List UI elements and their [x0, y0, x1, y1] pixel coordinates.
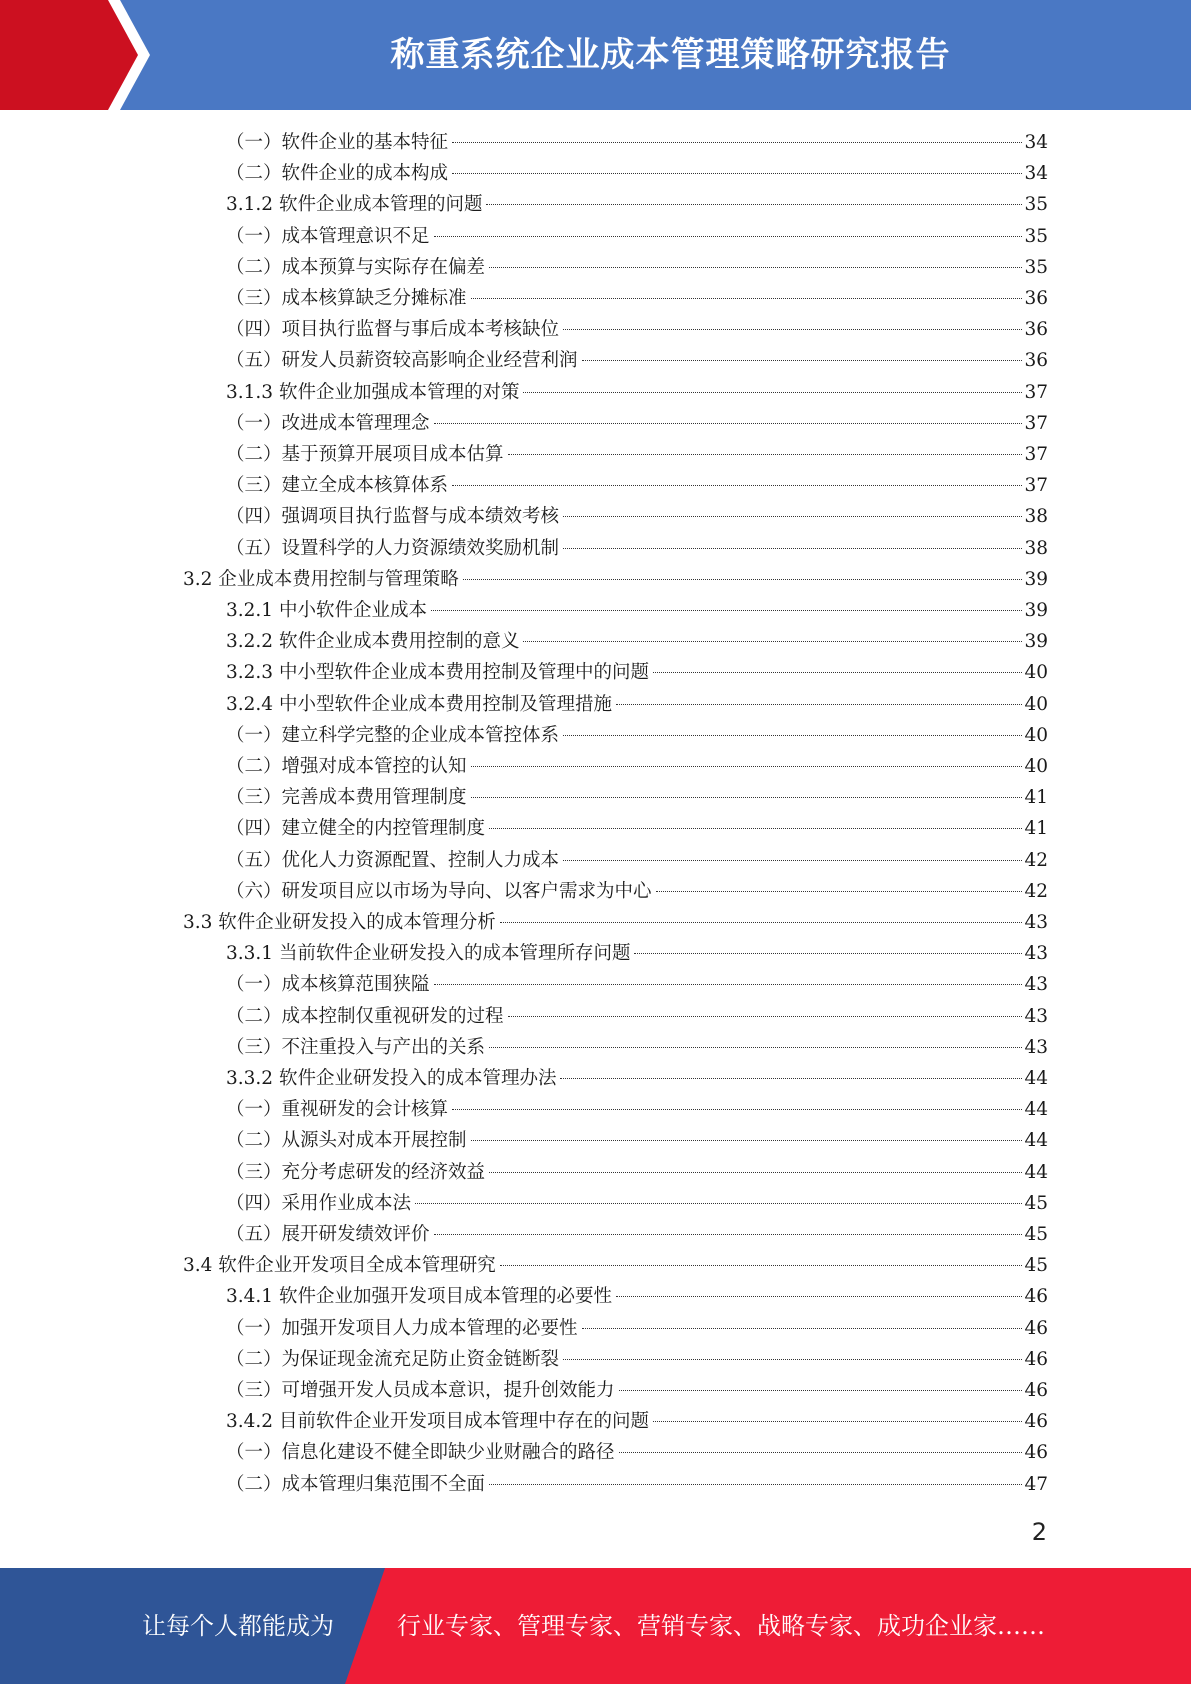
toc-entry[interactable] [226, 1063, 1048, 1094]
toc-entry-title: （一）软件企业的基本特征 [226, 132, 449, 153]
toc-entry-page: 37 [1024, 444, 1048, 465]
toc-dot-leader [434, 236, 1023, 237]
toc-entry-title: 3.2.3 中小型软件企业成本费用控制及管理中的问题 [226, 662, 649, 684]
toc-entry-title: （二）成本预算与实际存在偏差 [226, 256, 486, 278]
toc-entry-title: （五）优化人力资源配置、控制人力成本 [226, 849, 560, 871]
toc-dot-leader [619, 1390, 1023, 1391]
toc-entry-title: （二）增强对成本管控的认知 [226, 756, 467, 777]
toc-entry-page: 42 [1024, 849, 1048, 871]
toc-entry-page: 44 [1024, 1161, 1048, 1183]
toc-entry[interactable] [226, 1375, 1048, 1406]
document-title: 称重系统企业成本管理策略研究报告 [390, 35, 951, 75]
toc-entry[interactable] [226, 689, 1048, 720]
toc-entry[interactable] [226, 314, 1048, 345]
toc-entry[interactable] [226, 1094, 1048, 1125]
toc-entry-title: （三）成本核算缺乏分摊标准 [226, 288, 467, 309]
toc-entry-page: 41 [1024, 818, 1048, 840]
toc-dot-leader [500, 1265, 1023, 1266]
toc-entry-page: 43 [1024, 943, 1048, 965]
toc-dot-leader [563, 860, 1022, 861]
toc-entry[interactable] [226, 1188, 1048, 1219]
toc-entry[interactable] [226, 1406, 1048, 1437]
toc-entry-title: 3.2.4 中小型软件企业成本费用控制及管理措施 [226, 693, 612, 715]
toc-dot-leader [523, 392, 1022, 393]
toc-dot-leader [471, 766, 1023, 767]
toc-dot-leader [508, 454, 1023, 455]
toc-entry[interactable] [183, 907, 1048, 938]
toc-dot-leader [563, 329, 1022, 330]
toc-entry-title: （一）改进成本管理理念 [226, 412, 430, 434]
toc-entry-title: （二）成本管理归集范围不全面 [226, 1473, 486, 1495]
toc-entry-title: （二）从源头对成本开展控制 [226, 1130, 467, 1152]
toc-dot-leader [489, 1172, 1022, 1173]
toc-entry[interactable] [226, 127, 1048, 158]
toc-dot-leader [560, 1078, 1022, 1079]
toc-entry[interactable] [226, 845, 1048, 876]
toc-entry-page: 36 [1024, 350, 1048, 372]
toc-entry-title: 3.4.2 目前软件企业开发项目成本管理中存在的问题 [226, 1411, 649, 1433]
toc-entry-page: 41 [1024, 787, 1048, 809]
toc-entry[interactable] [183, 1250, 1048, 1281]
toc-entry[interactable] [226, 1032, 1048, 1063]
toc-entry[interactable] [226, 1157, 1048, 1188]
toc-dot-leader [582, 360, 1023, 361]
toc-entry-title: （一）信息化建设不健全即缺少业财融合的路径 [226, 1442, 615, 1464]
toc-dot-leader [431, 610, 1022, 611]
toc-entry[interactable] [226, 1281, 1048, 1312]
toc-entry-page: 46 [1024, 1411, 1048, 1433]
toc-dot-leader [563, 1359, 1022, 1360]
toc-entry-page: 38 [1024, 537, 1048, 559]
toc-entry[interactable] [226, 345, 1048, 376]
toc-entry-page: 47 [1024, 1473, 1048, 1495]
toc-dot-leader [489, 1484, 1022, 1485]
toc-entry-page: 39 [1024, 568, 1048, 590]
toc-entry-page: 44 [1024, 1099, 1048, 1121]
toc-entry-page: 45 [1024, 1255, 1048, 1277]
toc-entry-title: （一）建立科学完整的企业成本管控体系 [226, 724, 560, 746]
toc-entry[interactable] [226, 1469, 1048, 1500]
toc-entry-page: 43 [1024, 974, 1048, 996]
toc-dot-leader [471, 797, 1023, 798]
toc-dot-leader [452, 485, 1022, 486]
toc-entry-page: 37 [1024, 412, 1048, 434]
toc-entry-title: （三）完善成本费用管理制度 [226, 787, 467, 809]
toc-entry-page: 44 [1024, 1130, 1048, 1152]
toc-dot-leader [471, 1140, 1023, 1141]
toc-dot-leader [463, 579, 1023, 580]
toc-entry[interactable] [183, 564, 1048, 595]
toc-dot-leader [452, 142, 1022, 143]
toc-entry[interactable] [226, 377, 1048, 408]
toc-entry-page: 43 [1024, 1036, 1048, 1058]
toc-entry-title: （四）强调项目执行监督与成本绩效考核 [226, 506, 560, 528]
toc-entry-page: 46 [1024, 1442, 1048, 1464]
footer-slogan-left: 让每个人都能成为 [142, 1612, 334, 1640]
page-header [0, 0, 1191, 110]
toc-entry-title: 3.2.1 中小软件企业成本 [226, 600, 427, 621]
toc-entry[interactable] [226, 533, 1048, 564]
toc-entry-page: 46 [1024, 1348, 1048, 1370]
toc-entry[interactable] [226, 158, 1048, 189]
toc-entry[interactable] [226, 720, 1048, 751]
toc-entry-page: 45 [1024, 1224, 1048, 1245]
toc-entry-page: 40 [1024, 724, 1048, 746]
toc-entry[interactable] [226, 1001, 1048, 1032]
toc-entry-page: 35 [1024, 225, 1048, 247]
toc-entry[interactable] [226, 876, 1048, 907]
toc-entry-page: 42 [1024, 880, 1048, 902]
toc-entry-title: （一）加强开发项目人力成本管理的必要性 [226, 1317, 578, 1339]
toc-entry-title: 3.4.1 软件企业加强开发项目成本管理的必要性 [226, 1286, 612, 1308]
toc-dot-leader [500, 922, 1023, 923]
toc-entry[interactable] [226, 408, 1048, 439]
toc-dot-leader [563, 735, 1022, 736]
toc-entry-title: （三）可增强开发人员成本意识，提升创效能力 [226, 1380, 615, 1401]
toc-entry-page: 43 [1024, 1005, 1048, 1027]
toc-entry[interactable] [226, 657, 1048, 688]
toc-dot-leader [582, 1328, 1023, 1329]
toc-dot-leader [434, 1234, 1023, 1235]
toc-entry[interactable] [226, 782, 1048, 813]
toc-entry-title: （三）充分考虑研发的经济效益 [226, 1161, 486, 1183]
toc-entry-title: （二）为保证现金流充足防止资金链断裂 [226, 1348, 560, 1370]
toc-entry-title: （一）重视研发的会计核算 [226, 1099, 449, 1121]
toc-entry-page: 39 [1024, 631, 1048, 653]
toc-entry-title: （三）不注重投入与产出的关系 [226, 1036, 486, 1058]
toc-entry-page: 34 [1024, 132, 1048, 153]
toc-dot-leader [434, 984, 1023, 985]
toc-dot-leader [616, 704, 1022, 705]
toc-entry[interactable] [226, 501, 1048, 532]
toc-entry-page: 46 [1024, 1317, 1048, 1339]
toc-entry-page: 45 [1024, 1192, 1048, 1214]
toc-entry-page: 34 [1024, 163, 1048, 185]
toc-entry[interactable] [226, 969, 1048, 1000]
toc-entry-title: 3.3.2 软件企业研发投入的成本管理办法 [226, 1068, 557, 1089]
toc-dot-leader [616, 1296, 1022, 1297]
toc-entry[interactable] [226, 470, 1048, 501]
toc-dot-leader [452, 1109, 1022, 1110]
toc-entry-page: 43 [1024, 912, 1048, 933]
toc-entry-title: 3.1.3 软件企业加强成本管理的对策 [226, 381, 520, 403]
toc-entry-title: 3.2.2 软件企业成本费用控制的意义 [226, 631, 520, 653]
toc-entry-page: 35 [1024, 256, 1048, 278]
toc-entry-title: （二）成本控制仅重视研发的过程 [226, 1005, 504, 1027]
toc-entry[interactable] [226, 283, 1048, 314]
toc-dot-leader [508, 1016, 1023, 1017]
toc-entry[interactable] [226, 938, 1048, 969]
toc-entry-page: 46 [1024, 1380, 1048, 1401]
toc-dot-leader [452, 173, 1022, 174]
toc-dot-leader [523, 641, 1022, 642]
toc-dot-leader [486, 204, 1022, 205]
toc-entry-title: （二）软件企业的成本构成 [226, 163, 449, 185]
toc-entry[interactable] [226, 439, 1048, 470]
toc-entry-page: 44 [1024, 1068, 1048, 1089]
toc-dot-leader [489, 267, 1022, 268]
toc-entry-title: （五）研发人员薪资较高影响企业经营利润 [226, 350, 578, 372]
toc-dot-leader [489, 828, 1022, 829]
toc-entry[interactable] [226, 1437, 1048, 1468]
toc-entry-page: 37 [1024, 475, 1048, 497]
toc-entry-title: （四）项目执行监督与事后成本考核缺位 [226, 319, 560, 341]
toc-dot-leader [434, 423, 1023, 424]
toc-entry-title: 3.3 软件企业研发投入的成本管理分析 [183, 912, 496, 933]
toc-entry[interactable] [226, 751, 1048, 782]
toc-dot-leader [415, 1203, 1022, 1204]
toc-entry-title: （四）采用作业成本法 [226, 1192, 412, 1214]
toc-dot-leader [563, 516, 1022, 517]
toc-dot-leader [634, 953, 1022, 954]
toc-entry-title: 3.3.1 当前软件企业研发投入的成本管理所存问题 [226, 943, 631, 965]
toc-dot-leader [471, 298, 1023, 299]
toc-dot-leader [656, 891, 1023, 892]
toc-entry-title: （一）成本核算范围狭隘 [226, 974, 430, 996]
toc-entry[interactable] [226, 813, 1048, 844]
toc-entry-page: 38 [1024, 506, 1048, 528]
toc-entry-title: 3.4 软件企业开发项目全成本管理研究 [183, 1255, 496, 1277]
toc-entry[interactable] [226, 1313, 1048, 1344]
toc-dot-leader [653, 672, 1022, 673]
header-chevron-decoration [0, 0, 170, 110]
toc-entry-page: 46 [1024, 1286, 1048, 1308]
page-footer [0, 1568, 1191, 1684]
toc-entry-title: （六）研发项目应以市场为导向、以客户需求为中心 [226, 880, 652, 902]
toc-entry[interactable] [226, 221, 1048, 252]
toc-entry-page: 35 [1024, 194, 1048, 216]
toc-entry[interactable] [226, 189, 1048, 220]
toc-dot-leader [489, 1047, 1022, 1048]
toc-entry[interactable] [226, 595, 1048, 626]
toc-entry-title: （五）展开研发绩效评价 [226, 1224, 430, 1245]
toc-entry-page: 37 [1024, 381, 1048, 403]
toc-entry-page: 36 [1024, 319, 1048, 341]
toc-entry-page: 40 [1024, 756, 1048, 777]
toc-entry-title: （一）成本管理意识不足 [226, 225, 430, 247]
toc-dot-leader [653, 1421, 1022, 1422]
toc-entry[interactable] [226, 1125, 1048, 1156]
toc-dot-leader [619, 1452, 1023, 1453]
toc-entry-title: 3.1.2 软件企业成本管理的问题 [226, 194, 483, 216]
toc-entry-title: 3.2 企业成本费用控制与管理策略 [183, 568, 459, 590]
toc-entry-page: 40 [1024, 662, 1048, 684]
footer-slogan-right: 行业专家、管理专家、营销专家、战略专家、成功企业家…… [397, 1612, 1045, 1640]
toc-entry[interactable] [226, 252, 1048, 283]
toc-dot-leader [563, 548, 1022, 549]
toc-entry[interactable] [226, 1344, 1048, 1375]
toc-entry[interactable] [226, 1219, 1048, 1250]
toc-entry-page: 36 [1024, 288, 1048, 309]
toc-entry-title: （五）设置科学的人力资源绩效奖励机制 [226, 537, 560, 559]
toc-entry-title: （三）建立全成本核算体系 [226, 475, 449, 497]
page-number: 2 [1031, 1518, 1047, 1546]
toc-entry-title: （二）基于预算开展项目成本估算 [226, 444, 504, 465]
toc-entry-title: （四）建立健全的内控管理制度 [226, 818, 486, 840]
toc-entry[interactable] [226, 626, 1048, 657]
toc-entry-page: 39 [1024, 600, 1048, 621]
toc-entry-page: 40 [1024, 693, 1048, 715]
